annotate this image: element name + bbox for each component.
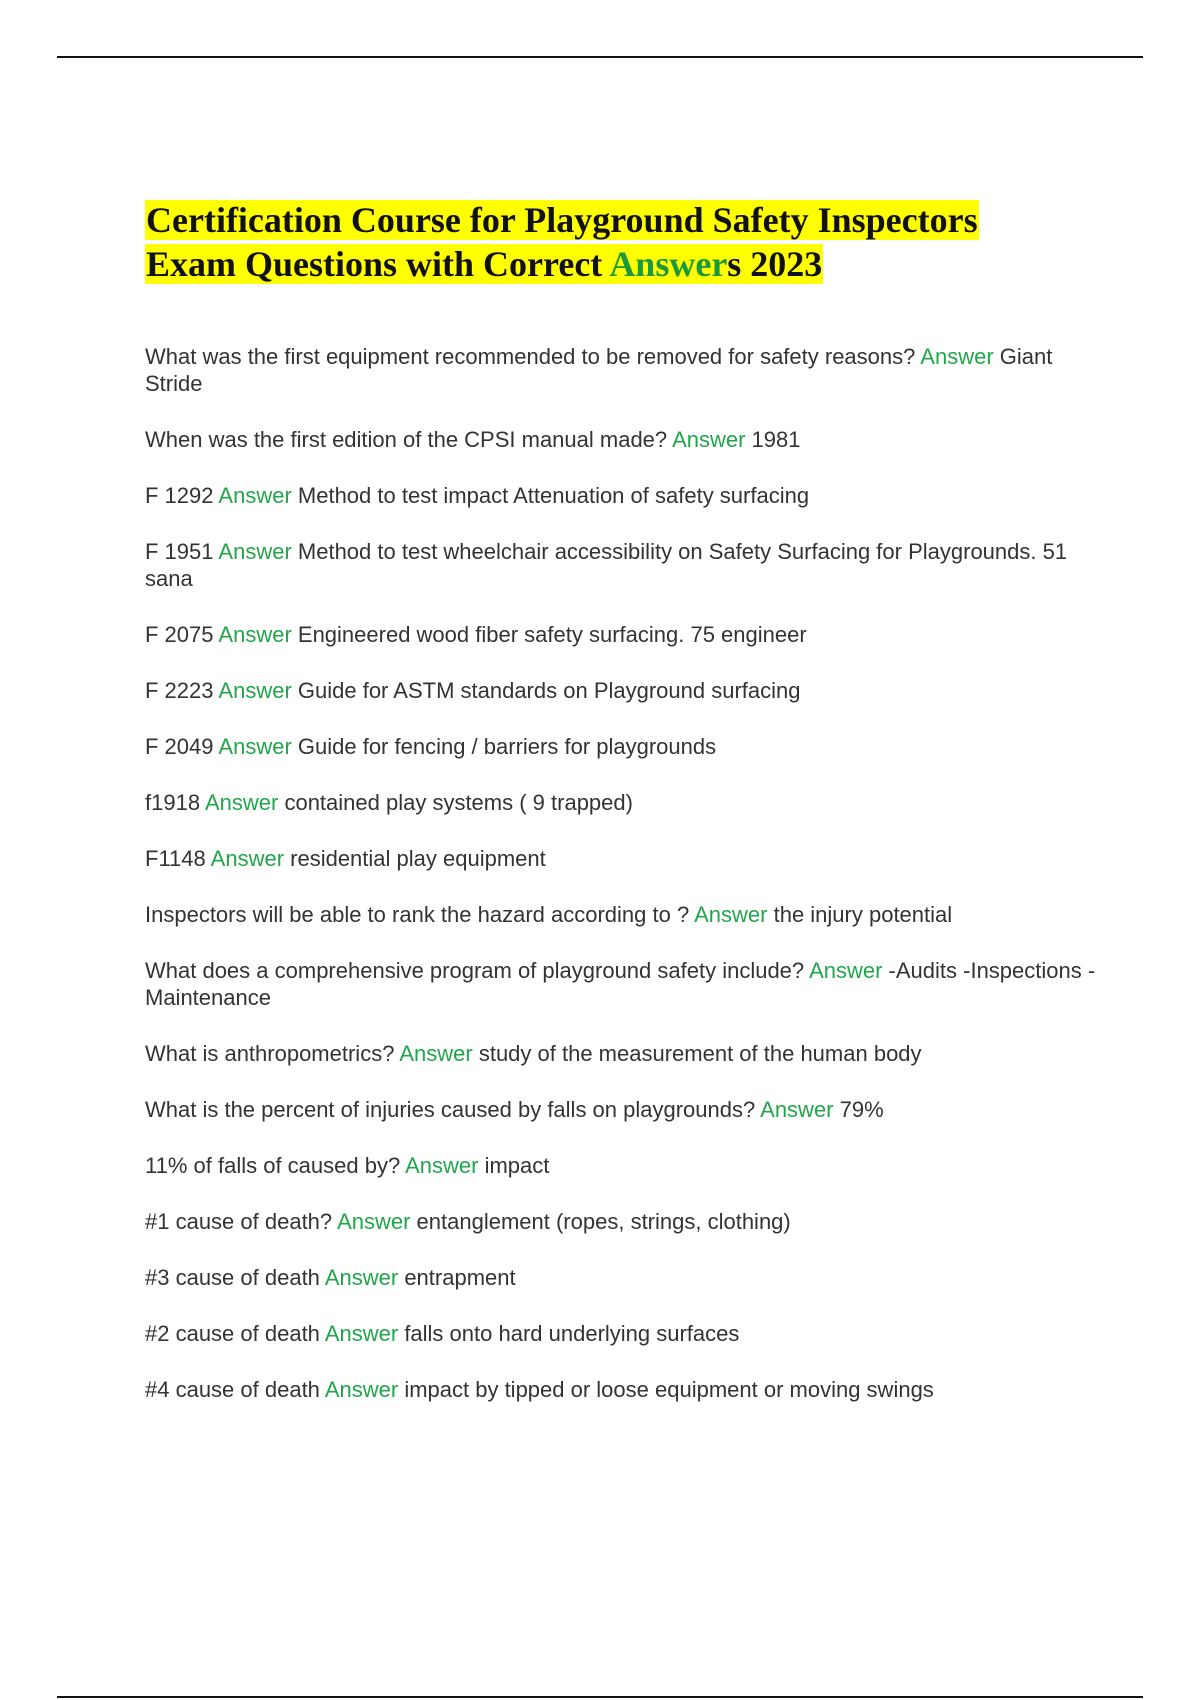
title-line-2-suffix: s 2023 [727,244,823,284]
qa-item [145,1096,1105,1123]
answer-text: impact [484,1153,550,1178]
qa-item [145,901,1105,928]
answer-label: Answer [760,1097,834,1122]
answer-label: Answer [324,1377,399,1402]
title-line-2 [145,242,1105,286]
qa-item [145,482,1105,509]
answer-text: impact by tipped or loose equipment or moving swings [404,1377,934,1402]
answer-text: Method to test wheelchair accessibility on Safety Surfacing for Playgrounds. 51 sana [145,539,1068,591]
answer-label: Answer [218,678,292,703]
question-text: #3 cause of death [145,1265,320,1290]
answer-label: Answer [324,1265,399,1290]
question-text: F 2049 [145,734,214,759]
question-text: 11% of falls of caused by? [145,1153,401,1178]
answer-label: Answer [218,734,292,759]
question-text: #2 cause of death [145,1321,320,1346]
qa-item [145,1264,1105,1291]
qa-item [145,343,1105,397]
answer-text: 1981 [751,427,801,452]
answer-label: Answer [920,344,994,369]
question-text: What was the first equipment recommended to be removed for safety reasons? [145,344,916,369]
question-text: F 1951 [145,539,214,564]
answer-text: Guide for ASTM standards on Playground surfacing [297,678,801,703]
bottom-rule [57,1696,1143,1698]
qa-list [145,343,1105,1432]
question-text: F 2075 [145,622,214,647]
title-line-1-text: Certification Course for Playground Safety Inspectors [146,200,978,240]
qa-item [145,1152,1105,1179]
question-text: F 2223 [145,678,214,703]
answer-label: Answer [672,427,746,452]
qa-item [145,1320,1105,1347]
question-text: When was the first edition of the CPSI manual made? [145,427,668,452]
answer-text: entrapment [404,1265,516,1290]
qa-item [145,426,1105,453]
qa-item [145,845,1105,872]
document-title [145,198,1105,286]
answer-text: study of the measurement of the human body [478,1041,922,1066]
answer-text: contained play systems ( 9 trapped) [284,790,633,815]
qa-item [145,621,1105,648]
question-text: Inspectors will be able to rank the hazard according to ? [145,902,690,927]
answer-label: Answer [210,846,285,871]
answer-text: residential play equipment [290,846,546,871]
qa-item [145,1208,1105,1235]
question-text: #4 cause of death [145,1377,320,1402]
qa-item [145,677,1105,704]
question-text: f1918 [145,790,201,815]
top-rule [57,56,1143,58]
title-line-1 [145,198,1105,242]
answer-text: Giant Stride [145,344,1053,396]
answer-label: Answer [405,1153,479,1178]
qa-item [145,1040,1105,1067]
answer-label: Answer [694,902,768,927]
answer-text: falls onto hard underlying surfaces [404,1321,740,1346]
qa-item [145,957,1105,1011]
qa-item [145,789,1105,816]
question-text: F1148 [145,846,206,871]
answer-label: Answer [218,539,292,564]
answer-text: Guide for fencing / barriers for playgrounds [297,734,717,759]
question-text: What does a comprehensive program of playground safety include? [145,958,805,983]
question-text: What is the percent of injuries caused by falls on playgrounds? [145,1097,756,1122]
answer-label: Answer [337,1209,411,1234]
qa-item [145,733,1105,760]
title-line-2-green: Answer [609,244,728,284]
answer-label: Answer [204,790,279,815]
answer-label: Answer [809,958,883,983]
answer-label: Answer [324,1321,399,1346]
question-text: #1 cause of death? [145,1209,333,1234]
answer-text: Method to test impact Attenuation of safety surfacing [297,483,810,508]
answer-text: the injury potential [773,902,953,927]
qa-item [145,538,1105,592]
answer-text: entanglement (ropes, strings, clothing) [416,1209,791,1234]
title-line-2-highlight [145,244,823,284]
answer-label: Answer [399,1041,473,1066]
qa-item [145,1376,1105,1403]
question-text: F 1292 [145,483,214,508]
answer-text: -Audits -Inspections -Maintenance [145,958,1096,1010]
answer-label: Answer [218,483,292,508]
answer-label: Answer [218,622,292,647]
title-line-2-prefix: Exam Questions with Correct [146,244,610,284]
answer-text: Engineered wood fiber safety surfacing. 75 engineer [297,622,807,647]
answer-text: 79% [839,1097,884,1122]
question-text: What is anthropometrics? [145,1041,395,1066]
